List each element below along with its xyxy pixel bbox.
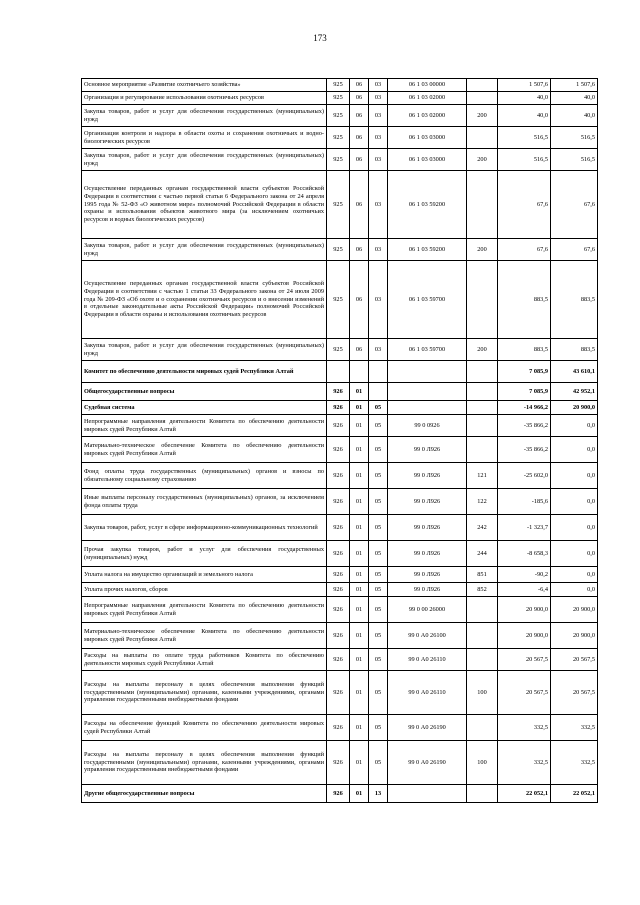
cell-pr: 05 bbox=[369, 401, 388, 415]
cell-csr: 06 1 03 59700 bbox=[388, 261, 467, 339]
cell-rz: 06 bbox=[350, 171, 369, 239]
page-number: 173 bbox=[313, 33, 327, 43]
cell-sum-1: 516,5 bbox=[498, 149, 551, 171]
cell-sum-1: 516,5 bbox=[498, 127, 551, 149]
cell-sum-2: 0,0 bbox=[551, 515, 598, 541]
cell-pr: 05 bbox=[369, 649, 388, 671]
cell-pr bbox=[369, 383, 388, 401]
cell-pr: 13 bbox=[369, 785, 388, 803]
cell-sum-1: 332,5 bbox=[498, 715, 551, 741]
cell-sum-2: 332,5 bbox=[551, 715, 598, 741]
cell-name: Осуществление переданных органам государственной власти субъектов Российской Федерации в соответствии с частью 1 статьи 33 Федерального закона от 24 июля 2009 года № 209-ФЗ «Об охоте и о сохранении охотничьих ресурсов и о внесении изменений в отдельные законодательные акты Российской Федерации» полномочий Российской Федерации в области охраны и использования охотничьих ресурсов bbox=[82, 261, 327, 339]
cell-sum-1: -185,6 bbox=[498, 489, 551, 515]
cell-name: Закупка товаров, работ и услуг для обеспечения государственных (муниципальных) нужд bbox=[82, 239, 327, 261]
cell-vr: 122 bbox=[467, 489, 498, 515]
cell-vr: 851 bbox=[467, 567, 498, 583]
cell-vr: 200 bbox=[467, 105, 498, 127]
cell-sum-1: 1 507,6 bbox=[498, 79, 551, 92]
cell-csr: 99 0 А0 26100 bbox=[388, 623, 467, 649]
table-row bbox=[82, 339, 598, 361]
cell-pr bbox=[369, 361, 388, 383]
cell-name: Уплата прочих налогов, сборов bbox=[82, 583, 327, 597]
cell-sum-1: 40,0 bbox=[498, 105, 551, 127]
cell-sum-1: -6,4 bbox=[498, 583, 551, 597]
cell-sum-1: -14 966,2 bbox=[498, 401, 551, 415]
cell-rz: 01 bbox=[350, 437, 369, 463]
cell-rz: 01 bbox=[350, 649, 369, 671]
cell-csr: 06 1 03 59200 bbox=[388, 171, 467, 239]
cell-sum-1: 20 567,5 bbox=[498, 671, 551, 715]
cell-rz: 01 bbox=[350, 567, 369, 583]
cell-vr: 852 bbox=[467, 583, 498, 597]
cell-name: Уплата налога на имущество организаций и земельного налога bbox=[82, 567, 327, 583]
table-row bbox=[82, 79, 598, 92]
cell-sum-1: -35 866,2 bbox=[498, 415, 551, 437]
cell-vr: 200 bbox=[467, 339, 498, 361]
cell-vr bbox=[467, 127, 498, 149]
cell-name: Закупка товаров, работ и услуг для обеспечения государственных (муниципальных) нужд bbox=[82, 105, 327, 127]
cell-pr: 05 bbox=[369, 463, 388, 489]
cell-ved: 925 bbox=[327, 171, 350, 239]
cell-csr: 99 0 А0 26110 bbox=[388, 649, 467, 671]
cell-name: Основное мероприятие «Развитие охотничьего хозяйства» bbox=[82, 79, 327, 92]
cell-csr: 99 0 А0 26190 bbox=[388, 741, 467, 785]
cell-vr: 200 bbox=[467, 239, 498, 261]
cell-sum-1: 67,6 bbox=[498, 171, 551, 239]
cell-pr: 05 bbox=[369, 437, 388, 463]
cell-vr bbox=[467, 383, 498, 401]
table-row bbox=[82, 171, 598, 239]
cell-sum-2: 20 567,5 bbox=[551, 671, 598, 715]
cell-vr: 100 bbox=[467, 671, 498, 715]
table-row bbox=[82, 149, 598, 171]
cell-rz: 01 bbox=[350, 463, 369, 489]
cell-pr: 05 bbox=[369, 715, 388, 741]
cell-sum-1: 332,5 bbox=[498, 741, 551, 785]
cell-sum-1: 883,5 bbox=[498, 261, 551, 339]
table-row bbox=[82, 649, 598, 671]
cell-ved: 926 bbox=[327, 489, 350, 515]
cell-ved: 926 bbox=[327, 401, 350, 415]
cell-ved: 926 bbox=[327, 597, 350, 623]
table-row bbox=[82, 401, 598, 415]
cell-pr: 05 bbox=[369, 567, 388, 583]
cell-vr bbox=[467, 649, 498, 671]
cell-pr: 03 bbox=[369, 79, 388, 92]
cell-ved: 926 bbox=[327, 567, 350, 583]
cell-vr bbox=[467, 437, 498, 463]
cell-vr bbox=[467, 401, 498, 415]
cell-sum-2: 0,0 bbox=[551, 489, 598, 515]
cell-vr bbox=[467, 415, 498, 437]
cell-sum-1: -25 602,0 bbox=[498, 463, 551, 489]
cell-ved: 925 bbox=[327, 105, 350, 127]
cell-sum-1: 22 052,1 bbox=[498, 785, 551, 803]
cell-pr: 03 bbox=[369, 339, 388, 361]
cell-sum-2: 42 952,1 bbox=[551, 383, 598, 401]
cell-vr: 242 bbox=[467, 515, 498, 541]
cell-name: Общегосударственные вопросы bbox=[82, 383, 327, 401]
cell-vr bbox=[467, 715, 498, 741]
cell-pr: 03 bbox=[369, 92, 388, 105]
cell-csr bbox=[388, 785, 467, 803]
cell-sum-2: 20 900,0 bbox=[551, 597, 598, 623]
cell-ved: 925 bbox=[327, 149, 350, 171]
cell-sum-2: 0,0 bbox=[551, 583, 598, 597]
cell-sum-1: 40,0 bbox=[498, 92, 551, 105]
cell-pr: 05 bbox=[369, 597, 388, 623]
table-row bbox=[82, 261, 598, 339]
cell-name: Расходы на обеспечение функций Комитета по обеспечению деятельности мировых судей Республики Алтай bbox=[82, 715, 327, 741]
cell-name: Расходы на выплаты по оплате труда работников Комитета по обеспечению деятельности мировых судей Республики Алтай bbox=[82, 649, 327, 671]
cell-ved: 925 bbox=[327, 339, 350, 361]
cell-sum-2: 43 610,1 bbox=[551, 361, 598, 383]
cell-pr: 03 bbox=[369, 105, 388, 127]
cell-csr: 99 0 Л926 bbox=[388, 437, 467, 463]
cell-vr: 244 bbox=[467, 541, 498, 567]
cell-pr: 03 bbox=[369, 239, 388, 261]
cell-sum-1: 7 085,9 bbox=[498, 361, 551, 383]
cell-pr: 03 bbox=[369, 171, 388, 239]
cell-pr: 05 bbox=[369, 671, 388, 715]
cell-sum-2: 40,0 bbox=[551, 105, 598, 127]
cell-rz: 01 bbox=[350, 415, 369, 437]
table-row bbox=[82, 415, 598, 437]
cell-ved: 926 bbox=[327, 515, 350, 541]
table-row bbox=[82, 623, 598, 649]
cell-ved: 926 bbox=[327, 541, 350, 567]
table-row bbox=[82, 515, 598, 541]
cell-vr bbox=[467, 171, 498, 239]
cell-csr: 06 1 03 03000 bbox=[388, 149, 467, 171]
cell-rz: 01 bbox=[350, 597, 369, 623]
cell-csr: 06 1 03 59200 bbox=[388, 239, 467, 261]
cell-sum-2: 0,0 bbox=[551, 437, 598, 463]
cell-csr: 99 0 Л926 bbox=[388, 541, 467, 567]
cell-name: Материально-техническое обеспечение Комитета по обеспечению деятельности мировых судей Республики Алтай bbox=[82, 437, 327, 463]
cell-sum-1: 7 085,9 bbox=[498, 383, 551, 401]
cell-sum-1: 20 567,5 bbox=[498, 649, 551, 671]
table-row bbox=[82, 741, 598, 785]
cell-pr: 03 bbox=[369, 261, 388, 339]
cell-ved: 925 bbox=[327, 127, 350, 149]
cell-sum-2: 0,0 bbox=[551, 541, 598, 567]
cell-rz: 01 bbox=[350, 671, 369, 715]
cell-sum-1: -90,2 bbox=[498, 567, 551, 583]
cell-rz: 06 bbox=[350, 239, 369, 261]
cell-csr: 99 0 Л926 bbox=[388, 489, 467, 515]
cell-ved: 926 bbox=[327, 785, 350, 803]
cell-sum-2: 516,5 bbox=[551, 127, 598, 149]
cell-csr: 06 1 03 00000 bbox=[388, 79, 467, 92]
budget-table bbox=[81, 78, 598, 803]
cell-ved: 926 bbox=[327, 741, 350, 785]
cell-rz: 01 bbox=[350, 383, 369, 401]
cell-ved: 926 bbox=[327, 715, 350, 741]
table-row bbox=[82, 583, 598, 597]
cell-rz: 06 bbox=[350, 261, 369, 339]
cell-csr: 99 0 А0 26190 bbox=[388, 715, 467, 741]
table-row bbox=[82, 671, 598, 715]
cell-rz: 06 bbox=[350, 339, 369, 361]
cell-name: Материально-техническое обеспечение Комитета по обеспечению деятельности мировых судей Республики Алтай bbox=[82, 623, 327, 649]
cell-rz: 06 bbox=[350, 149, 369, 171]
cell-name: Осуществление переданных органам государственной власти субъектов Российской Федерации в соответствии с частью первой статьи 6 Федерального закона от 24 апреля 1995 года № 52-ФЗ «О животном мире» полномочий Российской Федерации в области охраны и использования объектов животного мира (за исключением охотничьих ресурсов и водных биологических ресурсов) bbox=[82, 171, 327, 239]
cell-vr bbox=[467, 597, 498, 623]
cell-ved bbox=[327, 361, 350, 383]
cell-sum-2: 0,0 bbox=[551, 415, 598, 437]
cell-csr: 99 0 Л926 bbox=[388, 567, 467, 583]
cell-rz: 01 bbox=[350, 401, 369, 415]
table-row bbox=[82, 239, 598, 261]
cell-vr bbox=[467, 79, 498, 92]
table-row bbox=[82, 105, 598, 127]
table-body bbox=[82, 79, 598, 803]
table-row bbox=[82, 463, 598, 489]
cell-csr: 06 1 03 59700 bbox=[388, 339, 467, 361]
cell-rz: 06 bbox=[350, 127, 369, 149]
cell-pr: 03 bbox=[369, 127, 388, 149]
cell-sum-1: -35 866,2 bbox=[498, 437, 551, 463]
cell-sum-1: 20 900,0 bbox=[498, 623, 551, 649]
table-row bbox=[82, 597, 598, 623]
cell-csr: 99 0 Л926 bbox=[388, 583, 467, 597]
table-row bbox=[82, 541, 598, 567]
cell-rz: 06 bbox=[350, 92, 369, 105]
cell-ved: 925 bbox=[327, 79, 350, 92]
cell-ved: 926 bbox=[327, 383, 350, 401]
cell-rz: 01 bbox=[350, 515, 369, 541]
cell-vr: 200 bbox=[467, 149, 498, 171]
cell-csr: 99 0 Л926 bbox=[388, 463, 467, 489]
cell-name: Иные выплаты персоналу государственных (муниципальных) органов, за исключением фонда оплаты труда bbox=[82, 489, 327, 515]
cell-name: Закупка товаров, работ и услуг для обеспечения государственных (муниципальных) нужд bbox=[82, 339, 327, 361]
cell-vr bbox=[467, 623, 498, 649]
cell-name: Закупка товаров, работ, услуг в сфере информационно-коммуникационных технологий bbox=[82, 515, 327, 541]
cell-sum-2: 1 507,6 bbox=[551, 79, 598, 92]
cell-sum-2: 20 900,0 bbox=[551, 401, 598, 415]
cell-vr bbox=[467, 785, 498, 803]
cell-sum-2: 883,5 bbox=[551, 339, 598, 361]
cell-pr: 05 bbox=[369, 541, 388, 567]
cell-name: Организация и регулирование использования охотничьих ресурсов bbox=[82, 92, 327, 105]
cell-ved: 926 bbox=[327, 463, 350, 489]
cell-rz bbox=[350, 361, 369, 383]
cell-csr: 99 0 00 26000 bbox=[388, 597, 467, 623]
cell-sum-1: 883,5 bbox=[498, 339, 551, 361]
cell-name: Расходы на выплаты персоналу в целях обеспечения выполнения функций государственными (муниципальными) органами, казенными учреждениями, органами управления государственными внебюджетными фондами bbox=[82, 671, 327, 715]
cell-ved: 926 bbox=[327, 623, 350, 649]
cell-ved: 926 bbox=[327, 583, 350, 597]
cell-sum-1: 20 900,0 bbox=[498, 597, 551, 623]
cell-sum-2: 40,0 bbox=[551, 92, 598, 105]
table-row bbox=[82, 715, 598, 741]
cell-rz: 06 bbox=[350, 79, 369, 92]
cell-pr: 05 bbox=[369, 741, 388, 785]
cell-sum-2: 22 052,1 bbox=[551, 785, 598, 803]
cell-name: Фонд оплаты труда государственных (муниципальных) органов и взносы по обязательному социальному страхованию bbox=[82, 463, 327, 489]
cell-rz: 01 bbox=[350, 741, 369, 785]
cell-vr bbox=[467, 92, 498, 105]
cell-ved: 926 bbox=[327, 649, 350, 671]
cell-rz: 06 bbox=[350, 105, 369, 127]
cell-name: Судебная система bbox=[82, 401, 327, 415]
cell-ved: 925 bbox=[327, 261, 350, 339]
cell-ved: 926 bbox=[327, 415, 350, 437]
cell-pr: 05 bbox=[369, 415, 388, 437]
cell-vr bbox=[467, 361, 498, 383]
cell-vr: 100 bbox=[467, 741, 498, 785]
table-row bbox=[82, 361, 598, 383]
table-row bbox=[82, 383, 598, 401]
cell-name: Непрограммные направления деятельности Комитета по обеспечению деятельности мировых судей Республики Алтай bbox=[82, 597, 327, 623]
cell-name: Расходы на выплаты персоналу в целях обеспечения выполнения функций государственными (муниципальными) органами, казенными учреждениями, органами управления государственными внебюджетными фондами bbox=[82, 741, 327, 785]
cell-pr: 05 bbox=[369, 515, 388, 541]
cell-csr bbox=[388, 383, 467, 401]
cell-csr: 99 0 А0 26110 bbox=[388, 671, 467, 715]
cell-name: Непрограммные направления деятельности Комитета по обеспечению деятельности мировых судей Республики Алтай bbox=[82, 415, 327, 437]
cell-csr: 99 0 Л926 bbox=[388, 515, 467, 541]
cell-vr bbox=[467, 261, 498, 339]
cell-ved: 926 bbox=[327, 437, 350, 463]
cell-rz: 01 bbox=[350, 541, 369, 567]
cell-sum-2: 0,0 bbox=[551, 567, 598, 583]
cell-sum-1: -1 323,7 bbox=[498, 515, 551, 541]
cell-name: Комитет по обеспечению деятельности мировых судей Республики Алтай bbox=[82, 361, 327, 383]
cell-csr: 06 1 03 02000 bbox=[388, 105, 467, 127]
cell-csr bbox=[388, 361, 467, 383]
table-row bbox=[82, 489, 598, 515]
cell-csr: 99 0 0926 bbox=[388, 415, 467, 437]
table-row bbox=[82, 127, 598, 149]
cell-csr: 06 1 03 02000 bbox=[388, 92, 467, 105]
cell-sum-2: 20 567,5 bbox=[551, 649, 598, 671]
cell-sum-1: -8 658,3 bbox=[498, 541, 551, 567]
cell-name: Закупка товаров, работ и услуг для обеспечения государственных (муниципальных) нужд bbox=[82, 149, 327, 171]
cell-name: Прочая закупка товаров, работ и услуг для обеспечения государственных (муниципальных) нужд bbox=[82, 541, 327, 567]
cell-sum-2: 516,5 bbox=[551, 149, 598, 171]
cell-sum-2: 0,0 bbox=[551, 463, 598, 489]
cell-rz: 01 bbox=[350, 623, 369, 649]
cell-rz: 01 bbox=[350, 489, 369, 515]
cell-vr: 121 bbox=[467, 463, 498, 489]
cell-sum-2: 332,5 bbox=[551, 741, 598, 785]
cell-rz: 01 bbox=[350, 715, 369, 741]
cell-ved: 925 bbox=[327, 92, 350, 105]
cell-ved: 925 bbox=[327, 239, 350, 261]
table-row bbox=[82, 92, 598, 105]
cell-pr: 03 bbox=[369, 149, 388, 171]
cell-sum-2: 20 900,0 bbox=[551, 623, 598, 649]
table-row bbox=[82, 437, 598, 463]
table-row bbox=[82, 785, 598, 803]
cell-csr bbox=[388, 401, 467, 415]
cell-name: Организация контроля и надзора в области охоты и сохранения охотничьих и водно-биологических ресурсов bbox=[82, 127, 327, 149]
cell-rz: 01 bbox=[350, 785, 369, 803]
cell-name: Другие общегосударственные вопросы bbox=[82, 785, 327, 803]
table-row bbox=[82, 567, 598, 583]
cell-pr: 05 bbox=[369, 623, 388, 649]
cell-sum-2: 883,5 bbox=[551, 261, 598, 339]
cell-sum-2: 67,6 bbox=[551, 171, 598, 239]
cell-csr: 06 1 03 03000 bbox=[388, 127, 467, 149]
cell-sum-1: 67,6 bbox=[498, 239, 551, 261]
cell-pr: 05 bbox=[369, 489, 388, 515]
cell-pr: 05 bbox=[369, 583, 388, 597]
cell-ved: 926 bbox=[327, 671, 350, 715]
cell-sum-2: 67,6 bbox=[551, 239, 598, 261]
cell-rz: 01 bbox=[350, 583, 369, 597]
